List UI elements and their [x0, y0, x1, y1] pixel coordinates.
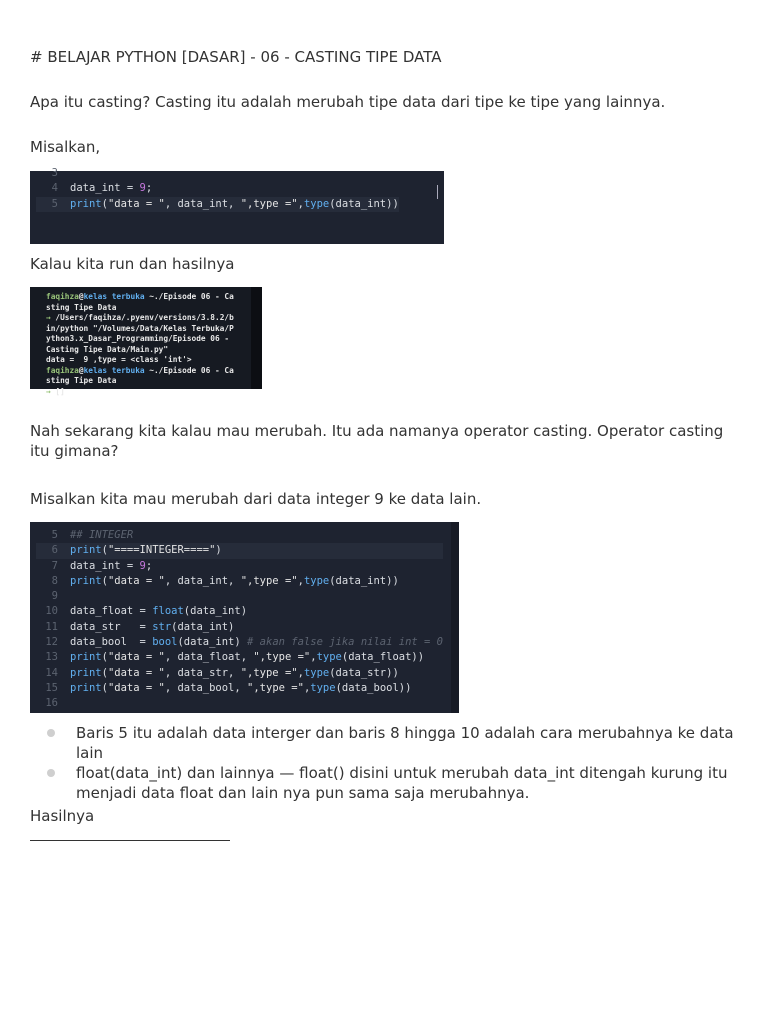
code-line — [36, 666, 443, 681]
line-number: 4 — [51, 182, 58, 195]
terminal-output — [46, 292, 234, 397]
horizontal-rule — [30, 840, 230, 841]
terminal-line: sting Tipe Data — [46, 302, 117, 312]
text-cursor-icon — [437, 185, 438, 199]
line-number: 9 — [51, 590, 58, 603]
code-text — [70, 167, 76, 179]
run-result-label: Kalau kita run dan hasilnya — [30, 255, 235, 273]
terminal-screenshot — [30, 287, 262, 396]
intro-paragraph: Apa itu casting? Casting itu adalah merubah tipe data dari tipe ke tipe yang lainnya. — [30, 93, 666, 111]
code-text: print("data = ", data_float, ",type =",type(data_float)) — [70, 651, 425, 664]
code-text: print("data = ", data_bool, ",type =",type(data_bool)) — [70, 681, 412, 694]
bullet-icon — [47, 729, 55, 737]
code-line — [36, 635, 443, 650]
line-number: 10 — [45, 605, 58, 618]
integer-example-label: Misalkan kita mau merubah dari data integer 9 ke data lain. — [30, 490, 482, 508]
terminal-line: Casting Tipe Data/Main.py" — [46, 344, 169, 354]
editor-scrollbar — [451, 522, 459, 713]
result-label: Hasilnya — [30, 807, 95, 825]
code-text: data_int = 9; — [70, 182, 153, 195]
line-number: 3 — [51, 167, 58, 179]
line-number: 14 — [45, 666, 58, 679]
code-screenshot-2 — [30, 522, 459, 713]
code-line — [36, 528, 443, 543]
code-block-2 — [36, 528, 443, 712]
terminal-line: sting Tipe Data — [46, 376, 117, 385]
line-number: 5 — [51, 529, 58, 541]
line-number: 15 — [45, 681, 58, 694]
code-line — [36, 543, 443, 558]
casting-paragraph: Nah sekarang kita kalau mau merubah. Itu ada namanya operator casting. Operator casting itu gimana? — [30, 422, 724, 460]
terminal-line: → /Users/faqihza/.pyenv/versions/3.8.2/b — [46, 313, 234, 322]
code-text: print("data = ", data_int, ",type =",type(data_int)) — [70, 197, 399, 210]
list-item: float(data_int) dan lainnya — float() disini untuk merubah data_int ditengah kurung itu menjadi data float dan lain nya pun sama saja merubahnya. — [30, 763, 740, 803]
terminal-line: faqihza@kelas terbuka ~./Episode 06 - Ca — [46, 292, 234, 301]
terminal-line: in/python "/Volumes/Data/Kelas Terbuka/P — [46, 323, 234, 333]
code-line — [36, 166, 399, 181]
code-line — [36, 681, 443, 696]
code-line — [36, 696, 443, 711]
code-text: ## INTEGER — [70, 529, 134, 541]
line-number: 6 — [51, 544, 58, 557]
code-text: print("data = ", data_str, ",type =",type(data_str)) — [70, 666, 399, 679]
code-text — [70, 697, 76, 709]
terminal-line: faqihza@kelas terbuka ~./Episode 06 - Ca — [46, 365, 234, 375]
code-line — [36, 620, 443, 635]
line-number: 5 — [51, 197, 58, 210]
code-screenshot-1 — [30, 167, 444, 244]
code-line — [36, 181, 399, 196]
code-line — [36, 650, 443, 665]
line-number: 7 — [51, 559, 58, 572]
code-text: print("data = ", data_int, ",type =",type(data_int)) — [70, 574, 399, 587]
code-block-1 — [36, 166, 399, 212]
terminal-line: data = 9 ,type = <class 'int'> — [46, 355, 192, 364]
terminal-scrollbar — [251, 287, 262, 389]
line-number: 8 — [51, 574, 58, 587]
bullet-icon — [47, 769, 55, 777]
code-line — [36, 574, 443, 589]
terminal-line: → [] — [46, 386, 65, 396]
code-line — [36, 589, 443, 604]
example-label: Misalkan, — [30, 138, 101, 156]
list-item: Baris 5 itu adalah data interger dan baris 8 hingga 10 adalah cara merubahnya ke data lain — [30, 723, 740, 763]
code-text: print("====INTEGER====") — [70, 544, 222, 557]
code-line — [36, 197, 399, 212]
line-number: 11 — [45, 620, 58, 633]
terminal-line: ython3.x_Dasar_Programming/Episode 06 - — [46, 334, 230, 343]
code-text — [70, 590, 76, 602]
page-title: # BELAJAR PYTHON [DASAR] - 06 - CASTING TIPE DATA — [30, 48, 442, 66]
code-text: data_str = str(data_int) — [70, 620, 235, 633]
explanation-list — [30, 723, 740, 803]
code-text: data_bool = bool(data_int) # akan false jika nilai int = 0 — [70, 636, 443, 649]
line-number: 13 — [45, 651, 58, 664]
line-number: 12 — [45, 636, 58, 649]
code-line — [36, 604, 443, 619]
code-line — [36, 559, 443, 574]
code-text: data_float = float(data_int) — [70, 605, 248, 618]
line-number: 16 — [45, 697, 58, 710]
code-text: data_int = 9; — [70, 559, 153, 572]
